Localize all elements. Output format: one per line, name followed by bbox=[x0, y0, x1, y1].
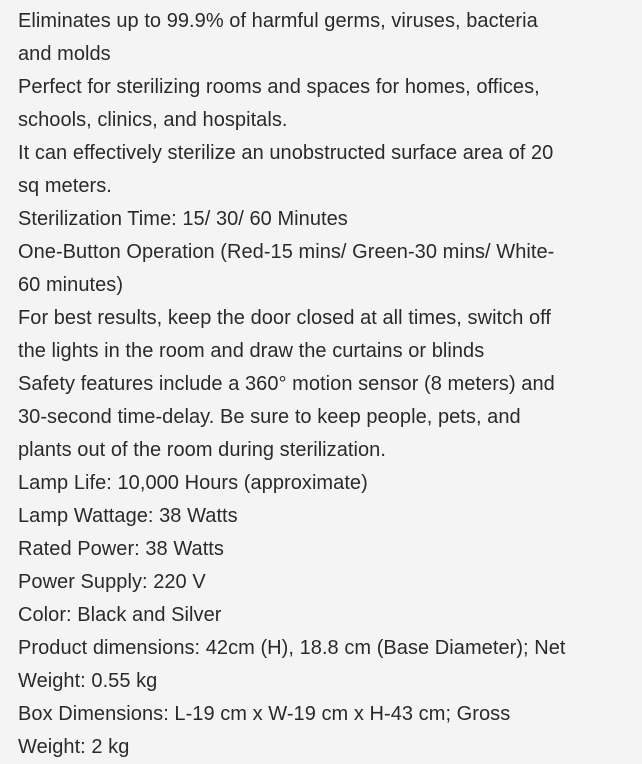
spec-line-one-button-operation-cont: 60 minutes) bbox=[18, 274, 124, 296]
spec-line-color: Color: Black and Silver bbox=[18, 604, 222, 626]
spec-line-best-results: For best results, keep the door closed at all times, switch off bbox=[18, 307, 552, 329]
spec-line-power-supply: Power Supply: 220 V bbox=[18, 571, 206, 593]
spec-line-coverage-area: It can effectively sterilize an unobstructed surface area of 20 bbox=[18, 142, 554, 164]
spec-line-rated-power: Rated Power: 38 Watts bbox=[18, 538, 224, 560]
spec-line-lamp-wattage: Lamp Wattage: 38 Watts bbox=[18, 505, 238, 527]
spec-line-safety-features-cont-2: plants out of the room during sterilization. bbox=[18, 439, 386, 461]
spec-line-safety-features: Safety features include a 360° motion sensor (8 meters) and bbox=[18, 373, 555, 395]
spec-line-eliminates-germs: Eliminates up to 99.9% of harmful germs, viruses, bacteria bbox=[18, 10, 538, 32]
spec-line-box-dimensions: Box Dimensions: L-19 cm x W-19 cm x H-43 cm; Gross bbox=[18, 703, 511, 725]
spec-line-box-dimensions-cont: Weight: 2 kg bbox=[18, 736, 130, 758]
spec-line-best-results-cont: the lights in the room and draw the curtains or blinds bbox=[18, 340, 485, 362]
spec-line-lamp-life: Lamp Life: 10,000 Hours (approximate) bbox=[18, 472, 368, 494]
product-specifications bbox=[18, 5, 632, 764]
spec-line-one-button-operation: One-Button Operation (Red-15 mins/ Green-30 mins/ White- bbox=[18, 241, 555, 263]
spec-line-usage-spaces-cont: schools, clinics, and hospitals. bbox=[18, 109, 288, 131]
spec-line-sterilization-time: Sterilization Time: 15/ 30/ 60 Minutes bbox=[18, 208, 348, 230]
spec-line-eliminates-germs-cont: and molds bbox=[18, 43, 111, 65]
spec-line-safety-features-cont: 30-second time-delay. Be sure to keep people, pets, and bbox=[18, 406, 521, 428]
spec-line-product-dimensions-cont: Weight: 0.55 kg bbox=[18, 670, 158, 692]
spec-line-coverage-area-cont: sq meters. bbox=[18, 175, 112, 197]
spec-line-usage-spaces: Perfect for sterilizing rooms and spaces for homes, offices, bbox=[18, 76, 540, 98]
spec-line-product-dimensions: Product dimensions: 42cm (H), 18.8 cm (Base Diameter); Net bbox=[18, 637, 566, 659]
